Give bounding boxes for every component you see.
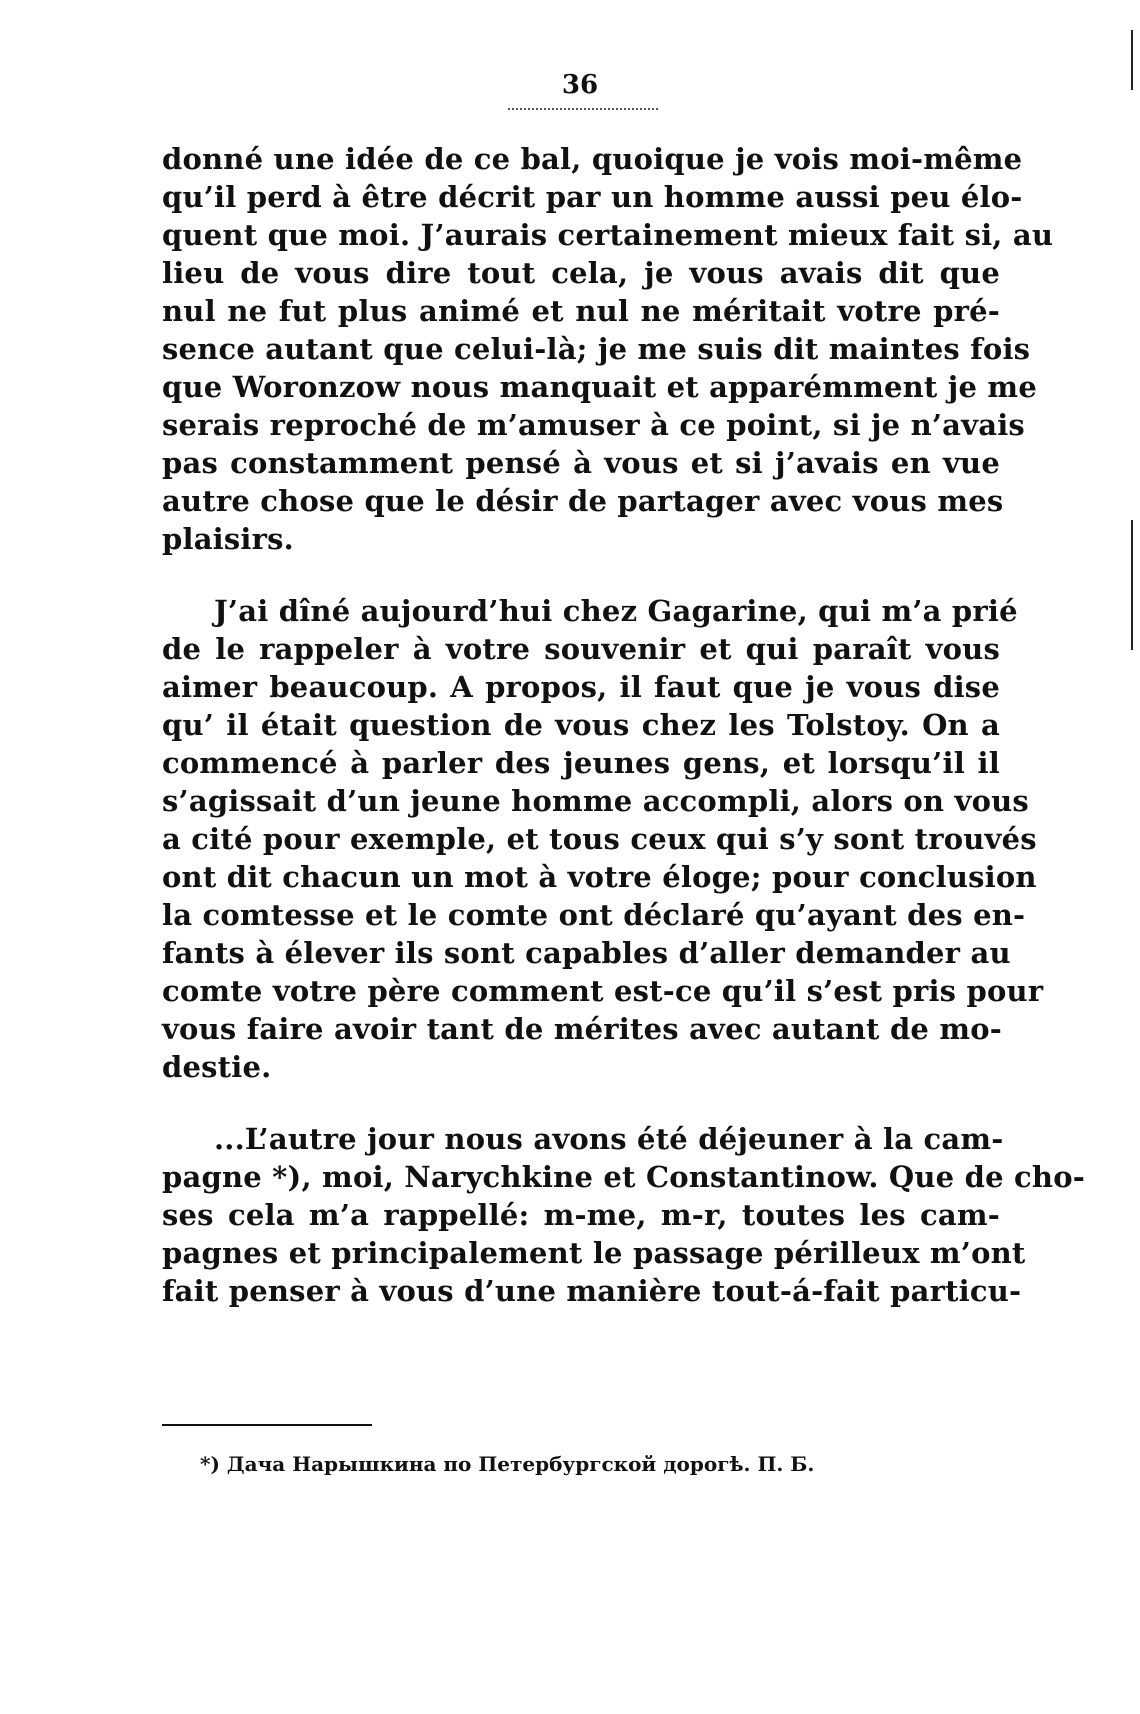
paragraph <box>162 140 1054 558</box>
text-line: a cité pour exemple, et tous ceux qui s’y sont trouvés <box>162 822 1037 856</box>
text-line: pagne *), moi, Narychkine et Constantinow. Que de cho- <box>162 1160 1085 1194</box>
text-line: qu’ il était question de vous chez les Tolstoy. On a <box>162 708 1000 742</box>
text-line: serais reproché de m’amuser à ce point, si je n’avais <box>162 408 1025 442</box>
scan-edge-mark <box>1131 520 1133 650</box>
text-line: fait penser à vous d’une manière tout-á-fait particu- <box>162 1274 1022 1308</box>
paragraph <box>162 1120 1085 1310</box>
header-ornament-rule <box>508 108 658 110</box>
text-line: fants à élever ils sont capables d’aller demander au <box>162 936 1011 970</box>
text-line: pas constamment pensé à vous et si j’avais en vue <box>162 446 1000 480</box>
text-line: comte votre père comment est-ce qu’il s’est pris pour <box>162 974 1044 1008</box>
text-line: sence autant que celui-là; je me suis dit maintes fois <box>162 332 1031 366</box>
page-number: 36 <box>561 70 599 100</box>
text-line: nul ne fut plus animé et nul ne méritait votre pré- <box>162 294 1000 328</box>
scan-edge-mark <box>1131 30 1133 90</box>
text-line: s’agissait d’un jeune homme accompli, alors on vous <box>162 784 1029 818</box>
text-line: pagnes et principalement le passage périlleux m’ont <box>162 1236 1026 1270</box>
text-line: que Woronzow nous manquait et apparémment je me <box>162 370 1037 404</box>
text-line: commencé à parler des jeunes gens, et lorsqu’il il <box>162 746 1000 780</box>
text-line: plaisirs. <box>162 522 294 556</box>
text-line: quent que moi. J’aurais certainement mieux fait si, au <box>162 218 1054 252</box>
text-line: de le rappeler à votre souvenir et qui paraît vous <box>162 632 1000 666</box>
text-line: J’ai dîné aujourd’hui chez Gagarine, qui m’a prié <box>214 594 1018 628</box>
text-line: donné une idée de ce bal, quoique je vois moi-même <box>162 142 1023 176</box>
paragraph <box>162 592 1044 1086</box>
text-line: aimer beaucoup. A propos, il faut que je vous dise <box>162 670 1000 704</box>
text-line: la comtesse et le comte ont déclaré qu’ayant des en- <box>162 898 1026 932</box>
footnote: *) Дача Нарышкина по Петербургской дорогѣ. П. Б. <box>200 1452 815 1476</box>
body-text <box>162 140 1085 1344</box>
text-line: qu’il perd à être décrit par un homme aussi peu élo- <box>162 180 1023 214</box>
footnote-divider <box>162 1424 372 1426</box>
text-line: ont dit chacun un mot à votre éloge; pour conclusion <box>162 860 1037 894</box>
text-line: ...L’autre jour nous avons été déjeuner à la cam- <box>214 1122 1004 1156</box>
text-line: autre chose que le désir de partager avec vous mes <box>162 484 1004 518</box>
text-line: lieu de vous dire tout cela, je vous avais dit que <box>162 256 1000 290</box>
text-line: vous faire avoir tant de mérites avec autant de mo- <box>162 1012 1003 1046</box>
text-line: ses cela m’a rappellé: m-me, m-r, toutes les cam- <box>162 1198 1000 1232</box>
text-line: destie. <box>162 1050 272 1084</box>
